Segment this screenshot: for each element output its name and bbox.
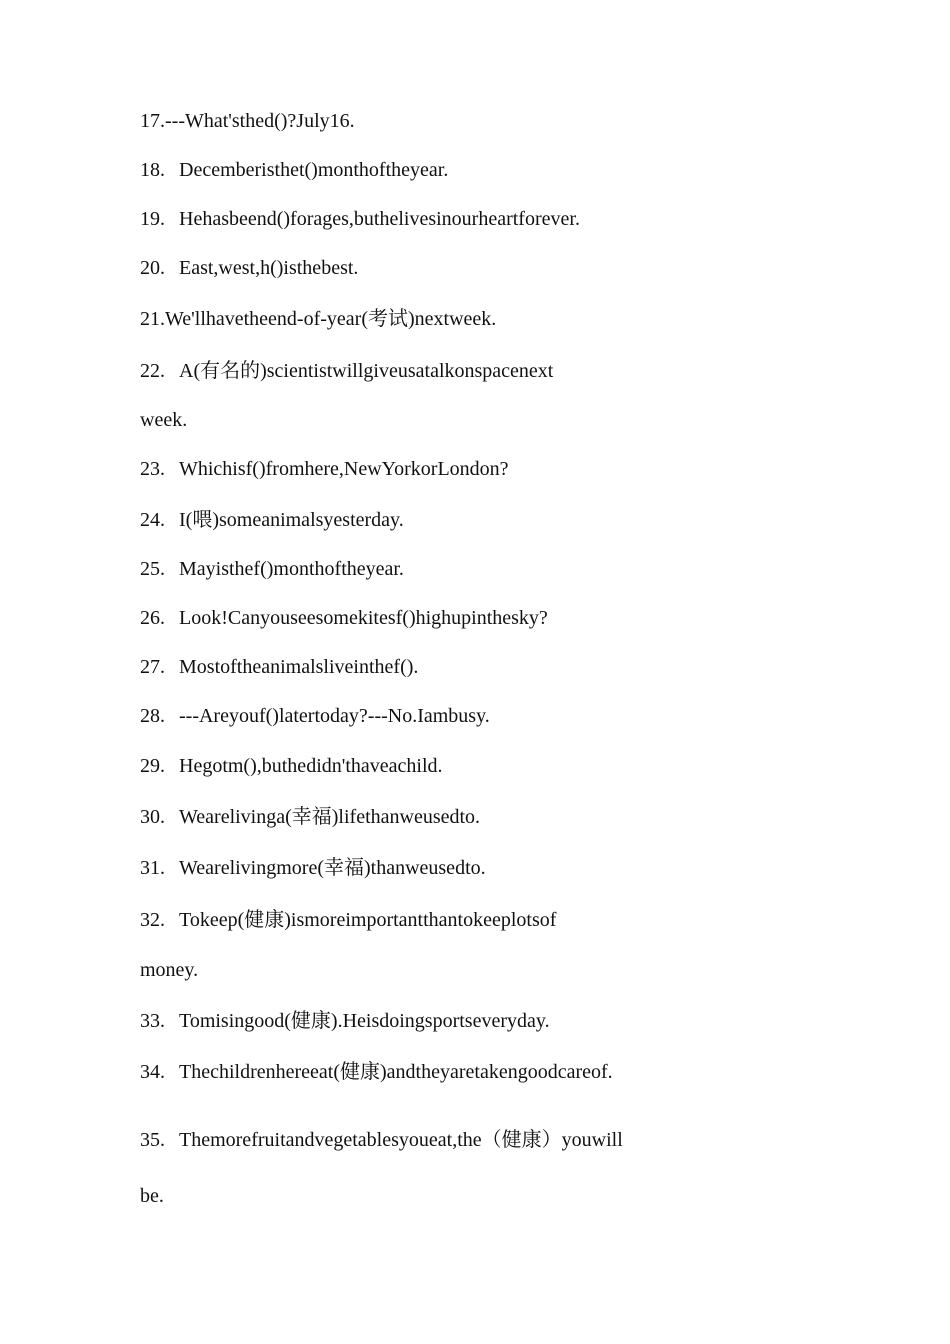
question-text: A(有名的)scientistwillgiveusatalkonspacenext [179, 360, 554, 382]
question-text: I(喂)someanimalsyesterday. [179, 509, 404, 531]
question-text: We'llhavetheend-of-year(考试)nextweek. [165, 308, 497, 330]
question-text: Whichisf()fromhere,NewYorkorLondon? [179, 458, 509, 480]
question-text-continuation: money. [140, 959, 199, 981]
question-number: 19. [140, 208, 165, 230]
question-text: Look!Canyouseesomekitesf()highupinthesky? [179, 607, 548, 629]
question-number: 34. [140, 1061, 165, 1083]
question-24 [140, 508, 404, 532]
question-text: Wearelivinga(幸福)lifethanweusedto. [179, 806, 481, 828]
question-27 [140, 655, 418, 679]
question-number: 26. [140, 607, 165, 629]
question-22-continuation [140, 408, 187, 432]
question-number: 30. [140, 806, 165, 828]
question-text: Themorefruitandvegetablesyoueat,the（健康）youwill [179, 1129, 623, 1151]
question-number: 22. [140, 360, 165, 382]
question-text: East,west,h()isthebest. [179, 257, 359, 279]
question-19 [140, 207, 580, 231]
question-32 [140, 908, 556, 932]
question-text: ---Areyouf()latertoday?---No.Iambusy. [179, 705, 490, 727]
question-number: 32. [140, 909, 165, 931]
question-18 [140, 158, 448, 182]
question-text-continuation: be. [140, 1185, 164, 1207]
question-31 [140, 856, 486, 880]
question-number: 17. [140, 110, 165, 132]
question-number: 31. [140, 857, 165, 879]
question-26 [140, 606, 548, 630]
question-number: 23. [140, 458, 165, 480]
question-number: 21. [140, 308, 165, 330]
question-32-continuation [140, 958, 198, 982]
question-33 [140, 1009, 550, 1033]
question-text-continuation: week. [140, 409, 188, 431]
question-number: 25. [140, 558, 165, 580]
question-30 [140, 805, 480, 829]
question-text: Mostoftheanimalsliveinthef(). [179, 656, 419, 678]
question-number: 29. [140, 755, 165, 777]
question-text: Tomisingood(健康).Heisdoingsportseveryday. [179, 1010, 550, 1032]
question-text: Mayisthef()monthoftheyear. [179, 558, 404, 580]
question-number: 35. [140, 1129, 165, 1151]
question-text: ---What'sthed()?July16. [165, 110, 355, 132]
question-number: 33. [140, 1010, 165, 1032]
question-21 [140, 307, 496, 331]
question-17 [140, 109, 355, 133]
question-number: 18. [140, 159, 165, 181]
question-34 [140, 1060, 613, 1084]
question-23 [140, 457, 509, 481]
question-text: Thechildrenhereeat(健康)andtheyaretakengoodcareof. [179, 1061, 613, 1083]
question-35 [140, 1128, 623, 1152]
question-number: 27. [140, 656, 165, 678]
question-text: Tokeep(健康)ismoreimportantthantokeeplotsof [179, 909, 557, 931]
question-25 [140, 557, 404, 581]
question-20 [140, 256, 358, 280]
question-35-continuation [140, 1184, 164, 1208]
question-text: Decemberisthet()monthoftheyear. [179, 159, 449, 181]
question-number: 20. [140, 257, 165, 279]
question-text: Hehasbeend()forages,buthelivesinourheartforever. [179, 208, 580, 230]
question-text: Wearelivingmore(幸福)thanweusedto. [179, 857, 486, 879]
question-number: 28. [140, 705, 165, 727]
question-text: Hegotm(),buthedidn'thaveachild. [179, 755, 443, 777]
question-28 [140, 704, 490, 728]
question-22 [140, 359, 553, 383]
question-29 [140, 754, 443, 778]
question-number: 24. [140, 509, 165, 531]
